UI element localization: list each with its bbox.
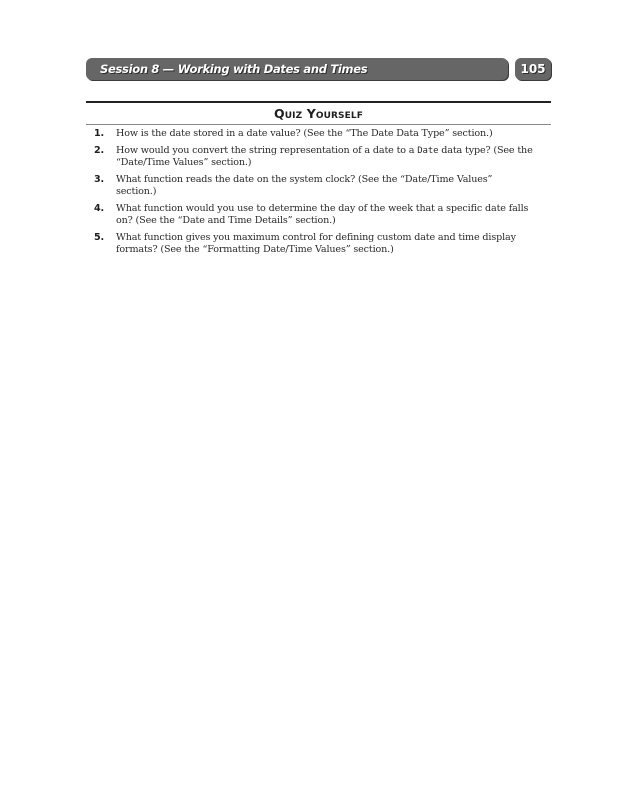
section-top-rule: [86, 101, 551, 103]
quiz-item-number: 5.: [94, 231, 105, 243]
quiz-item-text: What function reads the date on the system clock? (See the “Date/Time Values” section.): [116, 173, 493, 197]
quiz-item-text-before: How would you convert the string representation of a date to a: [116, 144, 418, 156]
quiz-item-5: [94, 232, 534, 257]
quiz-item-2: [94, 145, 534, 170]
page-number: 105: [520, 62, 546, 76]
quiz-item-text: What function gives you maximum control for defining custom date and time display formats? (See the “Formatting Date/Time Values” section.): [116, 231, 516, 255]
running-header: [86, 58, 551, 80]
quiz-item-text: What function would you use to determine the day of the week that a specific date falls on? (See the “Date and Time Details” section.): [116, 202, 529, 226]
section-bottom-rule: [86, 124, 551, 125]
quiz-item-number: 3.: [94, 173, 105, 185]
header-title-bar: [86, 58, 508, 80]
quiz-item-3: [94, 174, 534, 199]
quiz-list: [94, 128, 534, 261]
page-number-box: [515, 58, 551, 80]
quiz-item-text: How is the date stored in a date value? (See the “The Date Data Type” section.): [116, 128, 493, 139]
code-term: Date: [417, 145, 439, 156]
header-title: Session 8 — Working with Dates and Times: [100, 62, 368, 76]
quiz-item-number: 2.: [94, 144, 105, 156]
quiz-item-1: [94, 128, 534, 141]
section-heading: Quiz Yourself: [274, 106, 363, 121]
quiz-item-4: [94, 203, 534, 228]
quiz-item-number: 4.: [94, 202, 105, 214]
quiz-item-text-after: data type? (See the “Date/Time Values” section.): [116, 144, 533, 168]
quiz-item-number: 1.: [94, 128, 105, 139]
